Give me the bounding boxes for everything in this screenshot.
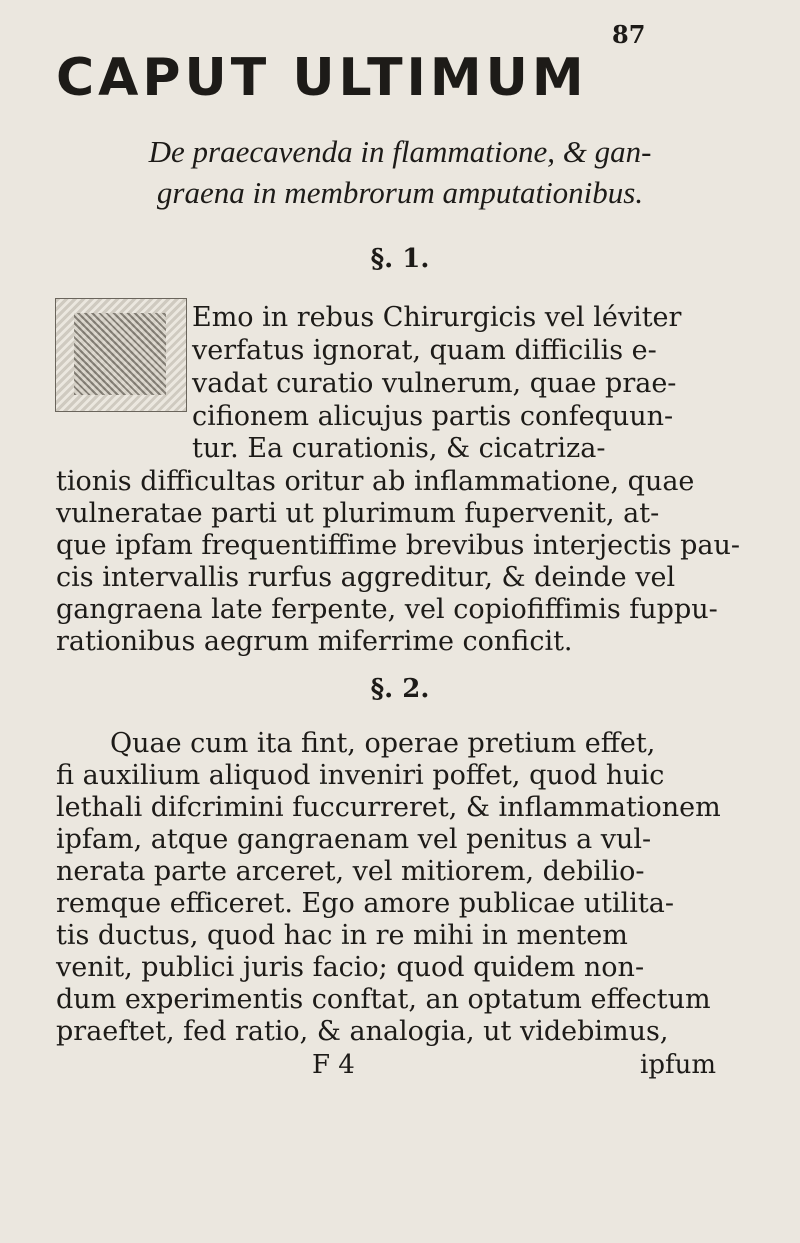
decorated-initial-n	[55, 298, 187, 412]
text-line: lethali difcrimini fuccurreret, & inflammationem	[56, 792, 721, 823]
text-line: tionis difficultas oritur ab inflammatione, quae	[56, 466, 695, 497]
text-line: que ipfam frequentiffime brevibus interjectis pau-	[56, 530, 741, 561]
text-line: cis intervallis rurfus aggreditur, & deinde vel	[56, 562, 676, 593]
text-line: remque efficeret. Ego amore publicae utilita-	[56, 888, 674, 919]
text-line: venit, publici juris facio; quod quidem non-	[56, 952, 645, 983]
text-line: vadat curatio vulnerum, quae prae-	[192, 368, 677, 399]
text-line: dum experimentis conftat, an optatum effectum	[56, 984, 711, 1015]
text-line: Emo in rebus Chirurgicis vel léviter	[192, 302, 682, 333]
section-heading-1: §. 1.	[370, 244, 430, 274]
chapter-title: CAPUT ULTIMUM	[56, 48, 588, 108]
text-line: nerata parte arceret, vel mitiorem, debilio-	[56, 856, 645, 887]
page-number: 87	[612, 20, 646, 49]
text-line: tis ductus, quod hac in re mihi in mentem	[56, 920, 628, 951]
text-line: rationibus aegrum miferrime conficit.	[56, 626, 573, 657]
text-line: cifionem alicujus partis confequun-	[192, 401, 674, 432]
subtitle-line-1: De praecavenda in flammatione, & gan-	[148, 134, 652, 169]
subtitle-line-2: graena in membrorum amputationibus.	[156, 175, 644, 210]
text-line: gangraena late ferpente, vel copiofiffimis fuppu-	[56, 594, 718, 625]
text-line: praeftet, fed ratio, & analogia, ut videbimus,	[56, 1016, 669, 1047]
section-heading-2: §. 2.	[370, 674, 430, 704]
text-line: Quae cum ita fint, operae pretium effet,	[110, 728, 656, 759]
signature-mark: F 4	[312, 1050, 355, 1080]
text-line: fi auxilium aliquod inveniri poffet, quod huic	[56, 760, 665, 791]
text-line: tur. Ea curationis, & cicatriza-	[192, 433, 606, 464]
initial-ornament	[74, 313, 166, 395]
text-line: vulneratae parti ut plurimum fupervenit, at-	[56, 498, 660, 529]
text-line: verfatus ignorat, quam difficilis e-	[192, 335, 657, 366]
text-line: ipfam, atque gangraenam vel penitus a vul-	[56, 824, 652, 855]
catchword: ipfum	[640, 1050, 716, 1080]
